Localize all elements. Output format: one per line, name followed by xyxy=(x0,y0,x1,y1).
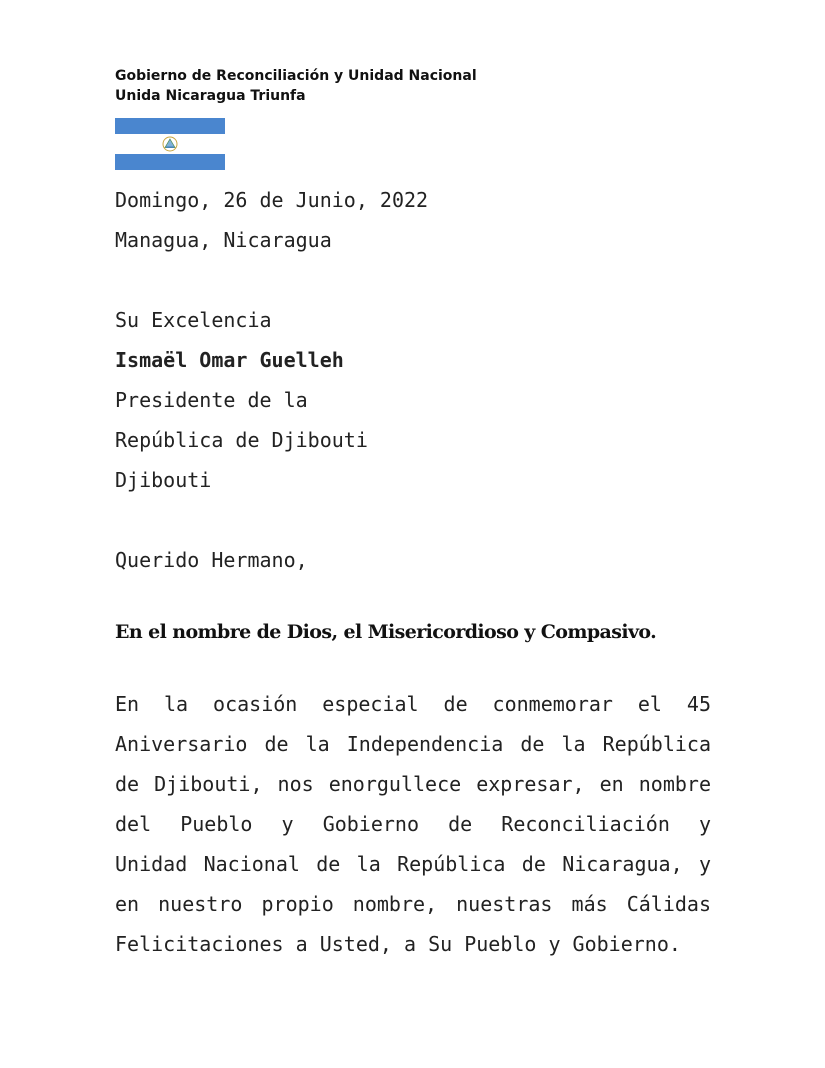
paragraph-line: En la ocasión especial de conmemorar el 45 xyxy=(115,692,711,716)
recipient-name: Ismaël Omar Guelleh xyxy=(115,348,344,372)
paragraph-line: Felicitaciones a Usted, a Su Pueblo y Gobierno. xyxy=(115,932,681,956)
body-paragraph xyxy=(115,684,715,964)
letterhead xyxy=(115,66,715,106)
recipient-block xyxy=(115,300,715,500)
coat-of-arms-icon xyxy=(162,136,178,152)
salutation-block xyxy=(115,540,715,580)
nicaragua-flag-icon xyxy=(115,118,225,170)
letterhead-government: Gobierno de Reconciliación y Unidad Nacional xyxy=(115,68,477,84)
recipient-city: Djibouti xyxy=(115,468,212,492)
date-place-block xyxy=(115,180,715,260)
paragraph-line: Unidad Nacional de la República de Nicaragua, y xyxy=(115,852,711,876)
salutation: Querido Hermano, xyxy=(115,548,308,572)
paragraph-line: del Pueblo y Gobierno de Reconciliación y xyxy=(115,812,711,836)
letter-place: Managua, Nicaragua xyxy=(115,228,332,252)
letter-page xyxy=(115,66,715,964)
recipient-honorific: Su Excelencia xyxy=(115,308,272,332)
letterhead-slogan: Unida Nicaragua Triunfa xyxy=(115,88,306,104)
recipient-title-line2: República de Djibouti xyxy=(115,428,368,452)
paragraph-line: Aniversario de la Independencia de la República xyxy=(115,732,711,756)
invocation: En el nombre de Dios, el Misericordioso y Compasivo. xyxy=(115,621,657,643)
flag-top-stripe xyxy=(115,118,225,134)
flag-bottom-stripe xyxy=(115,154,225,170)
flag-middle-stripe xyxy=(115,134,225,154)
paragraph-line: de Djibouti, nos enorgullece expresar, en nombre xyxy=(115,772,711,796)
paragraph-line: en nuestro propio nombre, nuestras más Cálidas xyxy=(115,892,711,916)
letter-date: Domingo, 26 de Junio, 2022 xyxy=(115,188,429,212)
recipient-title-line1: Presidente de la xyxy=(115,388,308,412)
